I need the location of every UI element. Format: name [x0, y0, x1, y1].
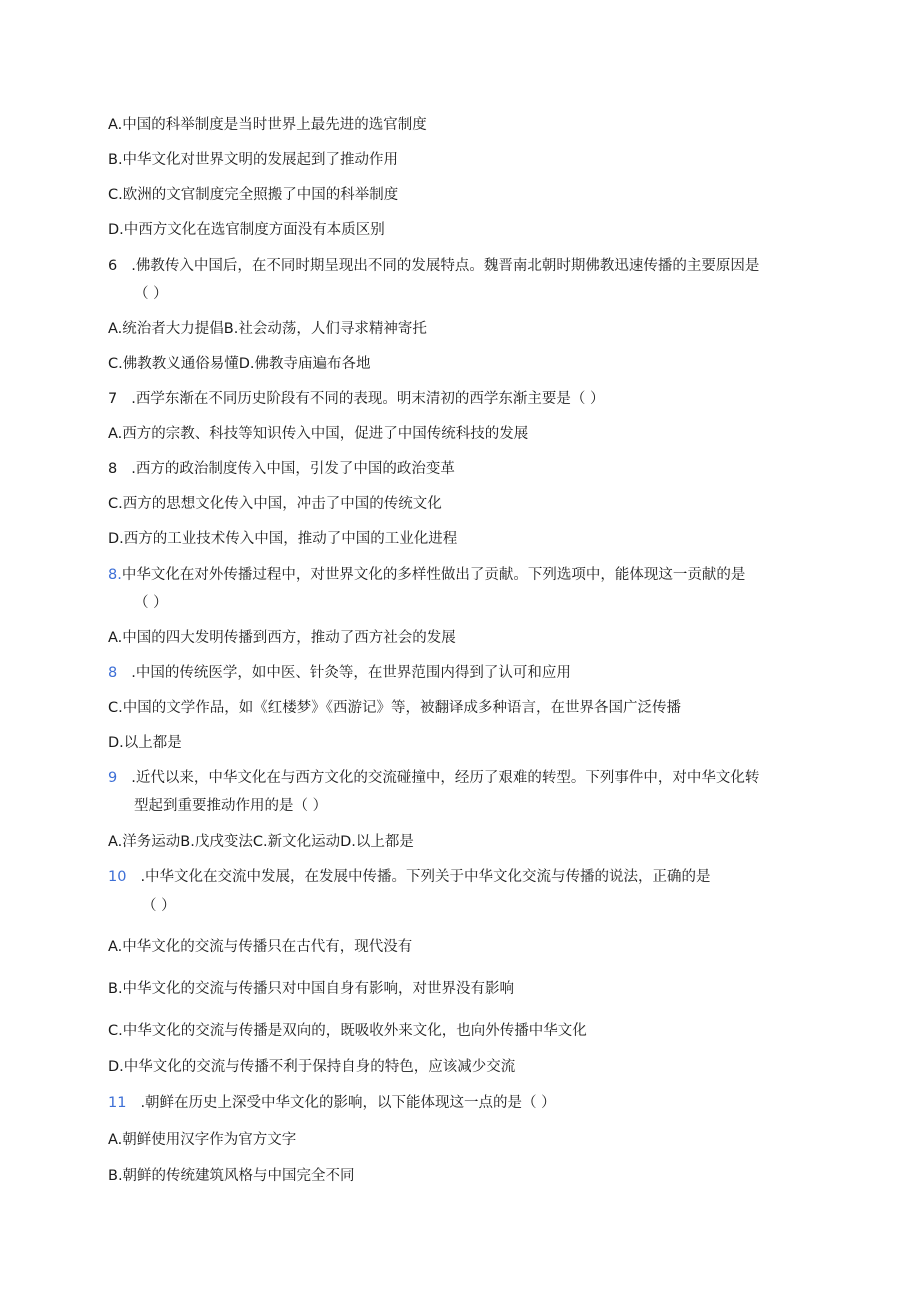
q7-option-b-number: 8: [108, 461, 118, 477]
q11-text: .朝鲜在历史上深受中华文化的影响，以下能体现这一点的是（ ）: [140, 1095, 556, 1111]
q8-option-d: D.以上都是: [108, 735, 182, 751]
q5-option-d: D.中西方文化在选官制度方面没有本质区别: [108, 222, 385, 238]
q6-blank: （ ）: [134, 286, 168, 302]
q9-number: 9: [108, 770, 118, 786]
q7-option-c: C.西方的思想文化传入中国，冲击了中国的传统文化: [108, 496, 442, 512]
q10-option-c: C.中华文化的交流与传播是双向的，既吸收外来文化，也向外传播中华文化: [108, 1023, 587, 1039]
q7-text: .西学东渐在不同历史阶段有不同的表现。明末清初的西学东渐主要是（ ）: [131, 391, 605, 407]
q10-option-a: A.中华文化的交流与传播只在古代有，现代没有: [108, 939, 413, 955]
q5-option-c: C.欧洲的文官制度完全照搬了中国的科举制度: [108, 187, 399, 203]
q7-option-d: D.西方的工业技术传入中国，推动了中国的工业化进程: [108, 531, 458, 547]
q5-option-a: A.中国的科举制度是当时世界上最先进的选官制度: [108, 117, 427, 133]
q7-option-b: [108, 459, 455, 479]
q6-stem: [108, 256, 759, 276]
q10-stem: [108, 867, 711, 887]
q6-options-line1: A.统治者大力提倡B.社会动荡，人们寻求精神寄托: [108, 321, 427, 337]
q5-option-b: B.中华文化对世界文明的发展起到了推动作用: [108, 152, 399, 168]
q10-option-b: B.中华文化的交流与传播只对中国自身有影响，对世界没有影响: [108, 981, 515, 997]
q11-number: 11: [108, 1095, 127, 1111]
q11-option-b: B.朝鲜的传统建筑风格与中国完全不同: [108, 1168, 355, 1184]
q8-option-b-text: .中国的传统医学，如中医、针灸等，在世界范围内得到了认可和应用: [131, 665, 571, 681]
q8-text: 中华文化在对外传播过程中，对世界文化的多样性做出了贡献。下列选项中，能体现这一贡献的是: [121, 567, 746, 583]
q11-stem: [108, 1093, 556, 1113]
q7-option-b-text: .西方的政治制度传入中国，引发了中国的政治变革: [131, 461, 455, 477]
q9-stem: [108, 768, 759, 788]
q8-blank: （ ）: [134, 595, 168, 611]
q8-option-c: C.中国的文学作品，如《红楼梦》《西游记》等，被翻译成多种语言，在世界各国广泛传播: [108, 700, 681, 716]
q11-option-a: A.朝鲜使用汉字作为官方文字: [108, 1132, 297, 1148]
q7-stem: [108, 389, 604, 409]
q6-number: 6: [108, 258, 118, 274]
q7-option-a: A.西方的宗教、科技等知识传入中国，促进了中国传统科技的发展: [108, 426, 529, 442]
q8-number: 8.: [108, 567, 122, 583]
q9-text: .近代以来，中华文化在与西方文化的交流碰撞中，经历了艰难的转型。下列事件中，对中华文化转: [131, 770, 760, 786]
q6-options-line2: C.佛教教义通俗易懂D.佛教寺庙遍布各地: [108, 356, 371, 372]
q8-option-b-number: 8: [108, 665, 118, 681]
q8-option-b: [108, 663, 571, 683]
q6-text: .佛教传入中国后，在不同时期呈现出不同的发展特点。魏晋南北朝时期佛教迅速传播的主要原因是: [131, 258, 760, 274]
q9-stem-continued: 型起到重要推动作用的是（ ）: [134, 798, 328, 814]
q7-number: 7: [108, 391, 118, 407]
q10-number: 10: [108, 869, 127, 885]
q8-stem: [108, 565, 745, 585]
q10-text: .中华文化在交流中发展，在发展中传播。下列关于中华文化交流与传播的说法，正确的是: [140, 869, 711, 885]
q10-blank: （ ）: [142, 898, 176, 914]
q9-options: A.洋务运动B.戊戌变法C.新文化运动D.以上都是: [108, 834, 414, 850]
q10-option-d: D.中华文化的交流与传播不利于保持自身的特色，应该减少交流: [108, 1059, 516, 1075]
q8-option-a: A.中国的四大发明传播到西方，推动了西方社会的发展: [108, 630, 456, 646]
